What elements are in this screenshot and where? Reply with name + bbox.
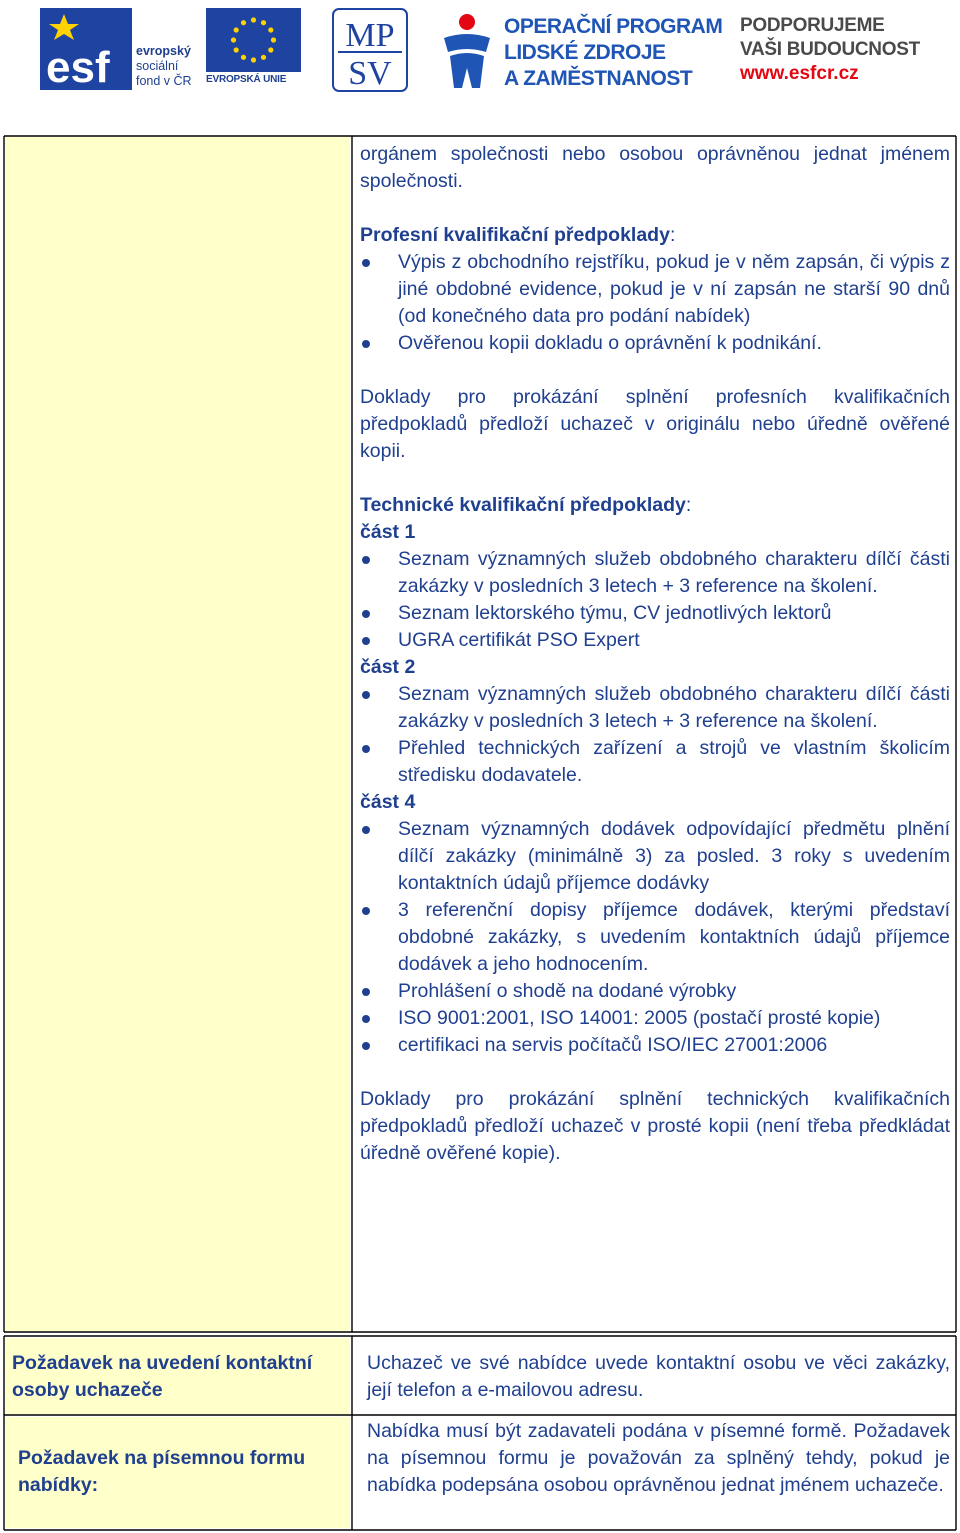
esf-logo: [40, 8, 200, 90]
bullet-icon: [362, 826, 370, 834]
bullet-icon: [362, 1042, 370, 1050]
list-item: Ověřenou kopii dokladu o oprávnění k podnikání.: [360, 330, 950, 357]
op-people-icon: [436, 8, 498, 92]
left-cell-top: [5, 137, 350, 1331]
list-item: UGRA certifikát PSO Expert: [360, 627, 950, 654]
svg-text:esf: esf: [46, 43, 110, 90]
written-form-text: Nabídka musí být zadavateli podána v písemné formě. Požadavek na písemnou formu je považován za splněný tehdy, pokud je nabídka podepsána osobou oprávněnou jednat jménem uchazeče.: [367, 1420, 950, 1496]
list-item: Prohlášení o shodě na dodané výrobky: [360, 978, 950, 1005]
support-logo: PODPORUJEME VAŠI BUDOUCNOST www.esfcr.cz: [740, 14, 940, 88]
list-item: Výpis z obchodního rejstříku, pokud je v něm zapsán, či výpis z jiné obdobné evidence, pokud je v ní zapsán ne starší 90 dnů (od konečného data pro podání nabídek): [360, 249, 950, 330]
prof-heading: Profesní kvalifikační předpoklady:: [360, 224, 676, 246]
bullet-icon: [362, 610, 370, 618]
op-title: OPERAČNÍ PROGRAM LIDSKÉ ZDROJE A ZAMĚSTNANOST: [504, 15, 723, 90]
esf-caption: evropský sociální fond v ČR: [136, 44, 192, 88]
eu-flag-icon: [206, 8, 301, 72]
part-label: část 2: [360, 656, 416, 678]
list-item: Seznam významných dodávek odpovídající předmětu plnění dílčí zakázky (minimálně 3) za posled. 3 roky s uvedením kontaktních údajů příjemce dodávky: [360, 816, 950, 897]
bullet-icon: [362, 745, 370, 753]
list-item: Seznam významných služeb obdobného charakteru dílčí části zakázky v posledních 3 letech + 3 reference na školení.: [360, 681, 950, 735]
bullet-icon: [362, 907, 370, 915]
list-item: ISO 9001:2001, ISO 14001: 2005 (postačí prosté kopie): [360, 1005, 950, 1032]
contact-person-text: Uchazeč ve své nabídce uvede kontaktní osobu ve věci zakázky, její telefon a e-mailovou adresu.: [367, 1352, 950, 1401]
tech-heading: Technické kvalifikační předpoklady:: [360, 494, 692, 516]
bullet-icon: [362, 259, 370, 267]
contact-person-label: Požadavek na uvedení kontaktní osoby uchazeče: [12, 1352, 313, 1401]
mpsv-text-top: MP: [345, 17, 395, 54]
tech-note: Doklady pro prokázání splnění technických kvalifikačních předpokladů předloží uchazeč v prosté kopii (není třeba předkládat úředně ověřené kopie).: [360, 1088, 950, 1164]
list-item: 3 referenční dopisy příjemce dodávek, kterými představí obdobné zakázky, s uvedením kontaktních údajů příjemce dodávek a jeho hodnocením.: [360, 897, 950, 978]
eu-caption: EVROPSKÁ UNIE: [206, 74, 287, 85]
written-form-label: Požadavek na písemnou formu nabídky:: [18, 1447, 306, 1496]
list-item: Seznam lektorského týmu, CV jednotlivých lektorů: [360, 600, 950, 627]
bullet-icon: [362, 1015, 370, 1023]
bullet-icon: [362, 988, 370, 996]
bullet-icon: [362, 556, 370, 564]
list-item: Přehled technických zařízení a strojů ve vlastním školicím středisku dodavatele.: [360, 735, 950, 789]
mpsv-text-bottom: SV: [348, 55, 392, 92]
header-logos: [0, 0, 960, 110]
support-url: www.esfcr.cz: [740, 63, 859, 84]
prof-note: Doklady pro prokázání splnění profesních kvalifikačních předpokladů předloží uchazeč v originálu nebo úředně ověřené kopii.: [360, 386, 950, 462]
bullet-icon: [362, 637, 370, 645]
list-item: Seznam významných služeb obdobného charakteru dílčí části zakázky v posledních 3 letech + 3 reference na školení.: [360, 546, 950, 600]
list-item: certifikaci na servis počítačů ISO/IEC 27001:2006: [360, 1032, 950, 1059]
part-label: část 4: [360, 791, 416, 813]
op-logo: [436, 8, 723, 92]
qualification-content: [360, 141, 950, 1167]
esf-mark-icon: [40, 8, 132, 90]
part-label: část 1: [360, 521, 416, 543]
bullet-icon: [362, 691, 370, 699]
eu-logo: [206, 8, 301, 90]
mpsv-logo: [332, 8, 408, 92]
intro-text: orgánem společnosti nebo osobou oprávněnou jednat jménem společnosti.: [360, 143, 950, 192]
bullet-icon: [362, 340, 370, 348]
